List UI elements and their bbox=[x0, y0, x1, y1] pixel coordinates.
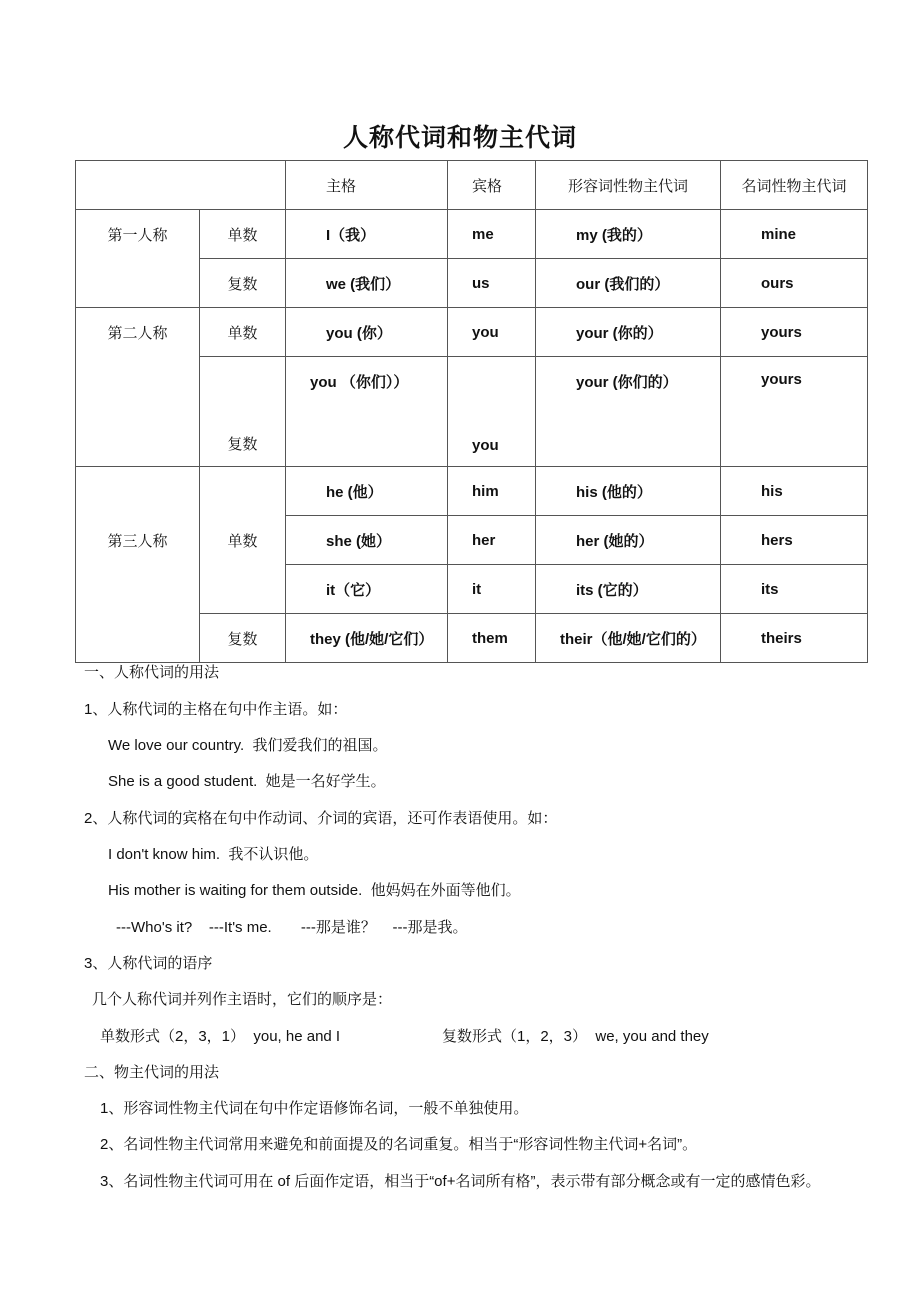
number-label: 单数 bbox=[200, 210, 286, 259]
header-adj-poss: 形容词性物主代词 bbox=[536, 161, 721, 210]
subject-cell: he (他） bbox=[286, 467, 448, 516]
noun-poss-cell: yours bbox=[721, 308, 868, 357]
pronoun-table bbox=[75, 160, 868, 663]
number-label: 复数 bbox=[200, 614, 286, 663]
number-label: 复数 bbox=[200, 259, 286, 308]
table-row bbox=[76, 467, 868, 516]
section-2-heading: 二、物主代词的用法 bbox=[84, 1063, 220, 1081]
header-empty-cell bbox=[76, 161, 286, 210]
adj-poss-cell: his (他的） bbox=[536, 467, 721, 516]
object-cell: you bbox=[448, 357, 536, 467]
noun-poss-cell: yours bbox=[721, 357, 868, 467]
adj-poss-cell: her (她的） bbox=[536, 516, 721, 565]
paragraph-3-text: 几个人称代词并列作主语时，它们的顺序是： bbox=[92, 991, 393, 1008]
subject-cell: you （你们）） bbox=[286, 357, 448, 467]
number-label: 复数 bbox=[200, 357, 286, 467]
subject-cell: I（我） bbox=[286, 210, 448, 259]
section-2-point-2: 2、名词性物主代词常用来避免和前面提及的名词重复。相当于“形容词性物主代词+名词”。 bbox=[100, 1136, 698, 1153]
subject-cell: you (你） bbox=[286, 308, 448, 357]
adj-poss-cell: our (我们的） bbox=[536, 259, 721, 308]
page-title: 人称代词和物主代词 bbox=[342, 123, 577, 152]
noun-poss-cell: theirs bbox=[721, 614, 868, 663]
adj-poss-cell: your (你的） bbox=[536, 308, 721, 357]
object-cell: us bbox=[448, 259, 536, 308]
subject-cell: we (我们） bbox=[286, 259, 448, 308]
adj-poss-cell: its (它的） bbox=[536, 565, 721, 614]
adj-poss-cell: your (你们的） bbox=[536, 357, 721, 467]
paragraph-3: 3、人称代词的语序 bbox=[84, 955, 213, 972]
example-sentence: She is a good student. 她是一名好学生。 bbox=[108, 773, 386, 790]
person-label: 第一人称 bbox=[76, 210, 200, 308]
paragraph-1: 1、人称代词的主格在句中作主语。如： bbox=[84, 701, 348, 718]
subject-cell: it（它） bbox=[286, 565, 448, 614]
noun-poss-cell: his bbox=[721, 467, 868, 516]
adj-poss-cell: my (我的） bbox=[536, 210, 721, 259]
header-subject: 主格 bbox=[286, 161, 448, 210]
object-cell: her bbox=[448, 516, 536, 565]
example-dialogue: ---Who's it? ---It's me. ---那是谁？ ---那是我。 bbox=[116, 919, 468, 936]
object-cell: it bbox=[448, 565, 536, 614]
noun-poss-cell: hers bbox=[721, 516, 868, 565]
subject-cell: she (她） bbox=[286, 516, 448, 565]
noun-poss-cell: ours bbox=[721, 259, 868, 308]
example-sentence: His mother is waiting for them outside. 他妈妈在外面等他们。 bbox=[108, 882, 521, 899]
singular-order: 单数形式（2，3，1） you, he and I bbox=[100, 1028, 341, 1045]
number-label: 单数 bbox=[200, 308, 286, 357]
person-label: 第二人称 bbox=[76, 308, 200, 467]
noun-poss-cell: mine bbox=[721, 210, 868, 259]
paragraph-2: 2、人称代词的宾格在句中作动词、介词的宾语，还可作表语使用。如： bbox=[84, 810, 558, 827]
header-object: 宾格 bbox=[448, 161, 536, 210]
header-noun-poss: 名词性物主代词 bbox=[721, 161, 868, 210]
table-row bbox=[76, 210, 868, 259]
object-cell: them bbox=[448, 614, 536, 663]
noun-poss-cell: its bbox=[721, 565, 868, 614]
person-label: 第三人称 bbox=[76, 467, 200, 663]
subject-cell: they (他/她/它们） bbox=[286, 614, 448, 663]
example-sentence: I don't know him. 我不认识他。 bbox=[108, 846, 319, 863]
number-label: 单数 bbox=[200, 467, 286, 614]
table-row bbox=[76, 308, 868, 357]
section-2-point-3: 3、名词性物主代词可用在 of 后面作定语，相当于“of+名词所有格”，表示带有部分概念或有一定的感情色彩。 bbox=[100, 1173, 821, 1190]
example-sentence: We love our country. 我们爱我们的祖国。 bbox=[108, 737, 388, 754]
table-header-row bbox=[76, 161, 868, 210]
section-2-point-1: 1、形容词性物主代词在句中作定语修饰名词，一般不单独使用。 bbox=[100, 1100, 529, 1117]
object-cell: you bbox=[448, 308, 536, 357]
plural-order: 复数形式（1，2，3） we, you and they bbox=[442, 1028, 709, 1045]
adj-poss-cell: their（他/她/它们的） bbox=[536, 614, 721, 663]
object-cell: him bbox=[448, 467, 536, 516]
section-1-heading: 一、人称代词的用法 bbox=[84, 663, 220, 681]
object-cell: me bbox=[448, 210, 536, 259]
